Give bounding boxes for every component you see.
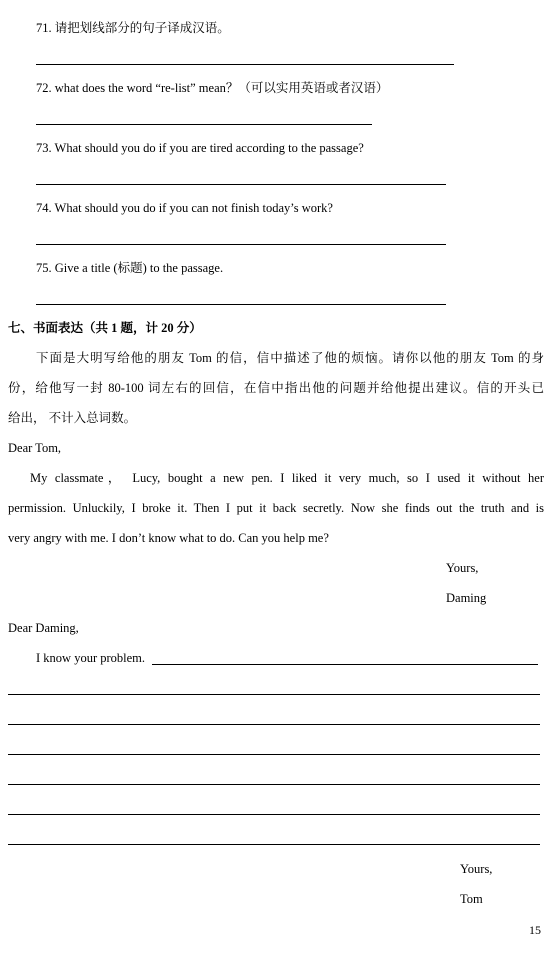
- question-75: [36, 260, 223, 276]
- writing-line[interactable]: [8, 784, 540, 785]
- question-text: What should you do if you are tired according to the passage?: [54, 141, 364, 155]
- question-number: 74.: [36, 201, 52, 215]
- answer-line-73[interactable]: [36, 184, 446, 185]
- answer-line-75[interactable]: [36, 304, 446, 305]
- letter-body-line: very angry with me. I don’t know what to do. Can you help me?: [8, 531, 329, 545]
- answer-line-71[interactable]: [36, 64, 454, 65]
- writing-line[interactable]: [8, 844, 540, 845]
- question-72: [36, 80, 388, 96]
- letter-body-line: permission. Unluckily, I broke it. Then I put it back secretly. Now she finds out the truth and is: [8, 501, 544, 515]
- reply-closing: Yours,: [460, 862, 493, 876]
- question-text: What should you do if you can not finish today’s work?: [54, 201, 333, 215]
- letter-closing: Yours,: [446, 561, 479, 575]
- writing-line[interactable]: [8, 694, 540, 695]
- question-text: Give a title (标题) to the passage.: [54, 261, 224, 275]
- section-heading: 七、书面表达（共 1 题，计 20 分）: [8, 321, 202, 335]
- reply-greeting: Dear Daming,: [8, 621, 79, 635]
- writing-line[interactable]: [8, 724, 540, 725]
- question-number: 72.: [36, 81, 52, 95]
- page-number: 15: [529, 923, 541, 937]
- writing-line[interactable]: [152, 664, 538, 665]
- reply-opening: I know your problem.: [36, 651, 146, 665]
- writing-line[interactable]: [8, 814, 540, 815]
- answer-line-74[interactable]: [36, 244, 446, 245]
- question-73: [36, 140, 364, 156]
- question-text: what does the word “re-list” mean？（可以实用英语或者汉语）: [54, 81, 389, 95]
- question-number: 71.: [36, 21, 52, 35]
- reply-signature: Tom: [460, 892, 483, 906]
- question-number: 73.: [36, 141, 52, 155]
- letter-greeting: Dear Tom,: [8, 441, 62, 455]
- writing-line[interactable]: [8, 754, 540, 755]
- question-text: 请把划线部分的句子译成汉语。: [54, 21, 230, 35]
- answer-line-72[interactable]: [36, 124, 372, 125]
- letter-signature: Daming: [446, 591, 487, 605]
- question-71: [36, 20, 230, 36]
- instruction-line: 给出， 不计入总词数。: [8, 411, 137, 425]
- instruction-line: 份，给他写一封 80-100 词左右的回信，在信中指出他的问题并给他提出建议。信的开头已: [8, 381, 544, 395]
- question-number: 75.: [36, 261, 52, 275]
- letter-body-line: My classmate， Lucy, bought a new pen. I liked it very much, so I used it without her: [30, 471, 544, 485]
- instruction-line: 下面是大明写给他的朋友 Tom 的信，信中描述了他的烦恼。请你以他的朋友 Tom 的身: [36, 351, 544, 365]
- question-74: [36, 200, 333, 216]
